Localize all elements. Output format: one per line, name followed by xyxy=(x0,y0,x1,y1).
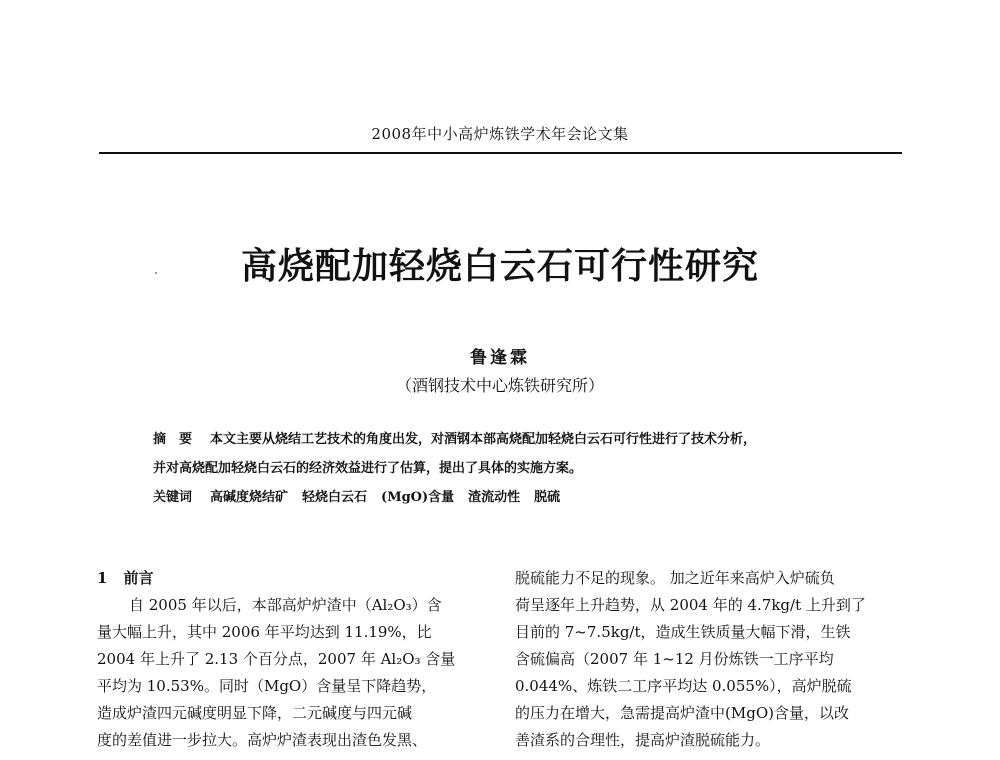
body-line: 善渣系的合理性，提高炉渣脱硫能力。 xyxy=(515,731,771,749)
author-name: 鲁逢霖 xyxy=(470,348,530,368)
body-line: 0.044%、炼铁二工序平均达 0.055%），高炉脱硫 xyxy=(515,677,852,695)
body-line: 荷呈逐年上升趋势，从 2004 年的 4.7kg/t 上升到了 xyxy=(515,596,866,614)
header-rule xyxy=(99,152,902,154)
body-line: 2004 年上升了 2.13 个百分点，2007 年 Al₂O₃ 含量 xyxy=(97,650,456,668)
body-line: 度的差值进一步拉大。高炉炉渣表现出渣色发黑、 xyxy=(97,731,428,749)
body-line: 自 2005 年以后，本部高炉炉渣中（Al₂O₃）含 xyxy=(129,596,442,614)
body-line: 量大幅上升，其中 2006 年平均达到 11.19%，比 xyxy=(97,623,432,641)
body-line: 脱硫能力不足的现象。 加之近年来高炉入炉硫负 xyxy=(515,569,835,587)
abstract-line-2: 并对高烧配加轻烧白云石的经济效益进行了估算，提出了具体的实施方案。 xyxy=(153,461,583,476)
abstract-text-1: 本文主要从烧结工艺技术的角度出发，对酒钢本部高烧配加轻烧白云石可行性进行了技术分析， xyxy=(210,432,757,447)
author-affiliation: （酒钢技术中心炼铁研究所） xyxy=(395,376,604,395)
keyword-item: 轻烧白云石 xyxy=(302,490,368,505)
body-line: 平均为 10.53%。同时（MgO）含量呈下降趋势， xyxy=(97,677,437,695)
running-header: 2008年中小高炉炼铁学术年会论文集 xyxy=(371,125,629,143)
body-column-left xyxy=(97,565,477,754)
body-column-right xyxy=(515,565,907,754)
section-heading xyxy=(97,565,477,592)
section-title: 前言 xyxy=(123,569,154,587)
abstract-line-1 xyxy=(153,428,756,447)
keywords-line xyxy=(153,486,574,505)
body-line: 目前的 7~7.5kg/t，造成生铁质量大幅下滑，生铁 xyxy=(515,623,851,641)
keywords-label: 关键词 xyxy=(153,490,193,505)
body-line: 含硫偏高（2007 年 1~12 月份炼铁一工序平均 xyxy=(515,650,834,668)
keyword-item: (MgO)含量 xyxy=(381,490,455,505)
body-line: 的压力在增大，急需提高炉渣中(MgO)含量，以改 xyxy=(515,704,849,722)
section-number: 1 xyxy=(97,569,108,587)
body-line: 造成炉渣四元碱度明显下降，二元碱度与四元碱 xyxy=(97,704,413,722)
keyword-item: 渣流动性 xyxy=(468,490,521,505)
keyword-item: 脱硫 xyxy=(534,490,561,505)
paper-title: 高烧配加轻烧白云石可行性研究 xyxy=(240,245,759,287)
abstract-label: 摘 要 xyxy=(153,432,193,447)
keyword-item: 高碱度烧结矿 xyxy=(210,490,289,505)
